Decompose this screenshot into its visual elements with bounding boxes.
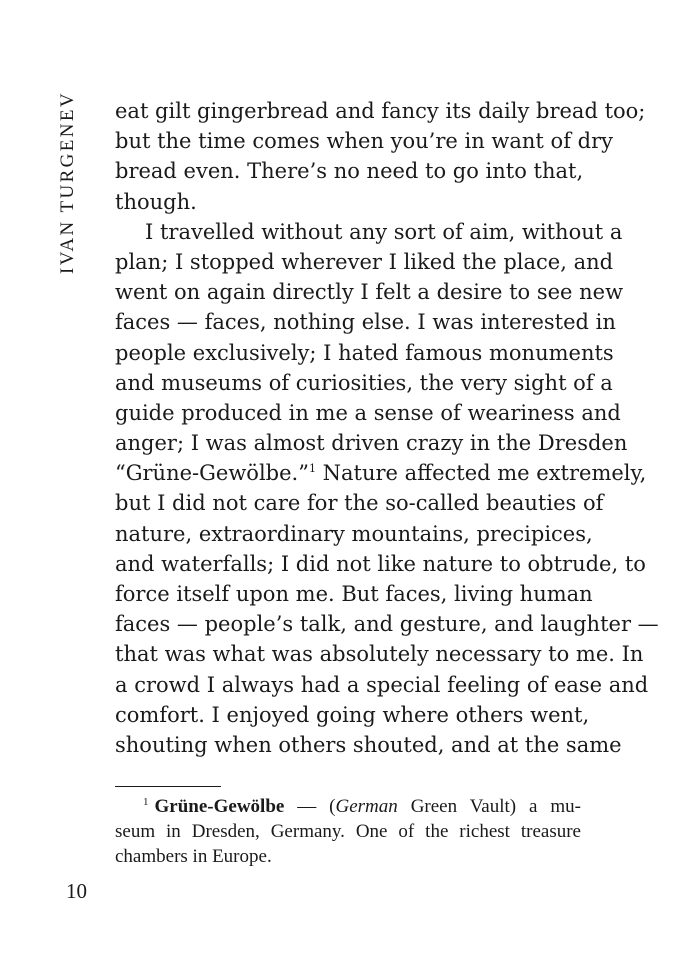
footnote-separator-rule [115, 786, 221, 787]
footnote-dash: — ( [284, 796, 336, 817]
footnote-term: Grüne-Gewölbe [154, 796, 285, 817]
body-line: guide produced in me a sense of weariness and [115, 400, 621, 425]
running-head-author: IVAN TURGENEV [57, 90, 78, 274]
body-line: went on again directly I felt a desire to see new [115, 280, 624, 305]
footnote-line: chambers in Europe. [115, 846, 272, 867]
body-line: anger; I was almost driven crazy in the Dresden [115, 431, 628, 456]
body-line: but the time comes when you’re in want of dry [115, 129, 613, 154]
footnote-line: seum in Dresden, Germany. One of the richest treasure [115, 821, 581, 842]
body-line: people exclusively; I hated famous monuments [115, 340, 614, 365]
quoted-term: “Grüne-Gewölbe.” [115, 461, 309, 486]
body-line: though. [115, 189, 197, 214]
paragraph-start-line: I travelled without any sort of aim, without a [145, 219, 623, 244]
body-line: force itself upon me. But faces, living human [115, 582, 593, 606]
body-line: faces — people’s talk, and gesture, and laughter — [115, 612, 659, 637]
body-line: faces — faces, nothing else. I was interested in [115, 310, 616, 335]
body-line: bread even. There’s no need to go into that, [115, 159, 584, 184]
footnote-line [115, 794, 581, 819]
body-line-with-footnote-ref [115, 458, 647, 488]
body-line: but I did not care for the so-called beauties of [115, 491, 604, 516]
body-line: plan; I stopped wherever I liked the place, and [115, 249, 614, 274]
body-line: that was what was absolutely necessary to me. In [115, 642, 644, 667]
body-line: comfort. I enjoyed going where others went, [115, 702, 590, 727]
body-line: and museums of curiosities, the very sight of a [115, 370, 613, 395]
footnote-language: German [335, 796, 398, 817]
footnote-number: 1 [143, 795, 149, 808]
body-line: shouting when others shouted, and at the same [115, 732, 622, 757]
footnote-text: Green Vault) a mu- [397, 796, 582, 817]
body-text [115, 96, 659, 760]
body-line: nature, extraordinary mountains, precipices, [115, 521, 593, 546]
line-continuation: Nature affected me extremely, [322, 461, 647, 486]
footnote-reference[interactable]: 1 [308, 462, 316, 476]
page-number: 10 [66, 879, 87, 903]
body-line: eat gilt gingerbread and fancy its daily bread too; [115, 99, 646, 123]
body-line: and waterfalls; I did not like nature to obtrude, to [115, 551, 646, 576]
body-line: a crowd I always had a special feeling of ease and [115, 672, 649, 697]
footnote [115, 794, 581, 869]
